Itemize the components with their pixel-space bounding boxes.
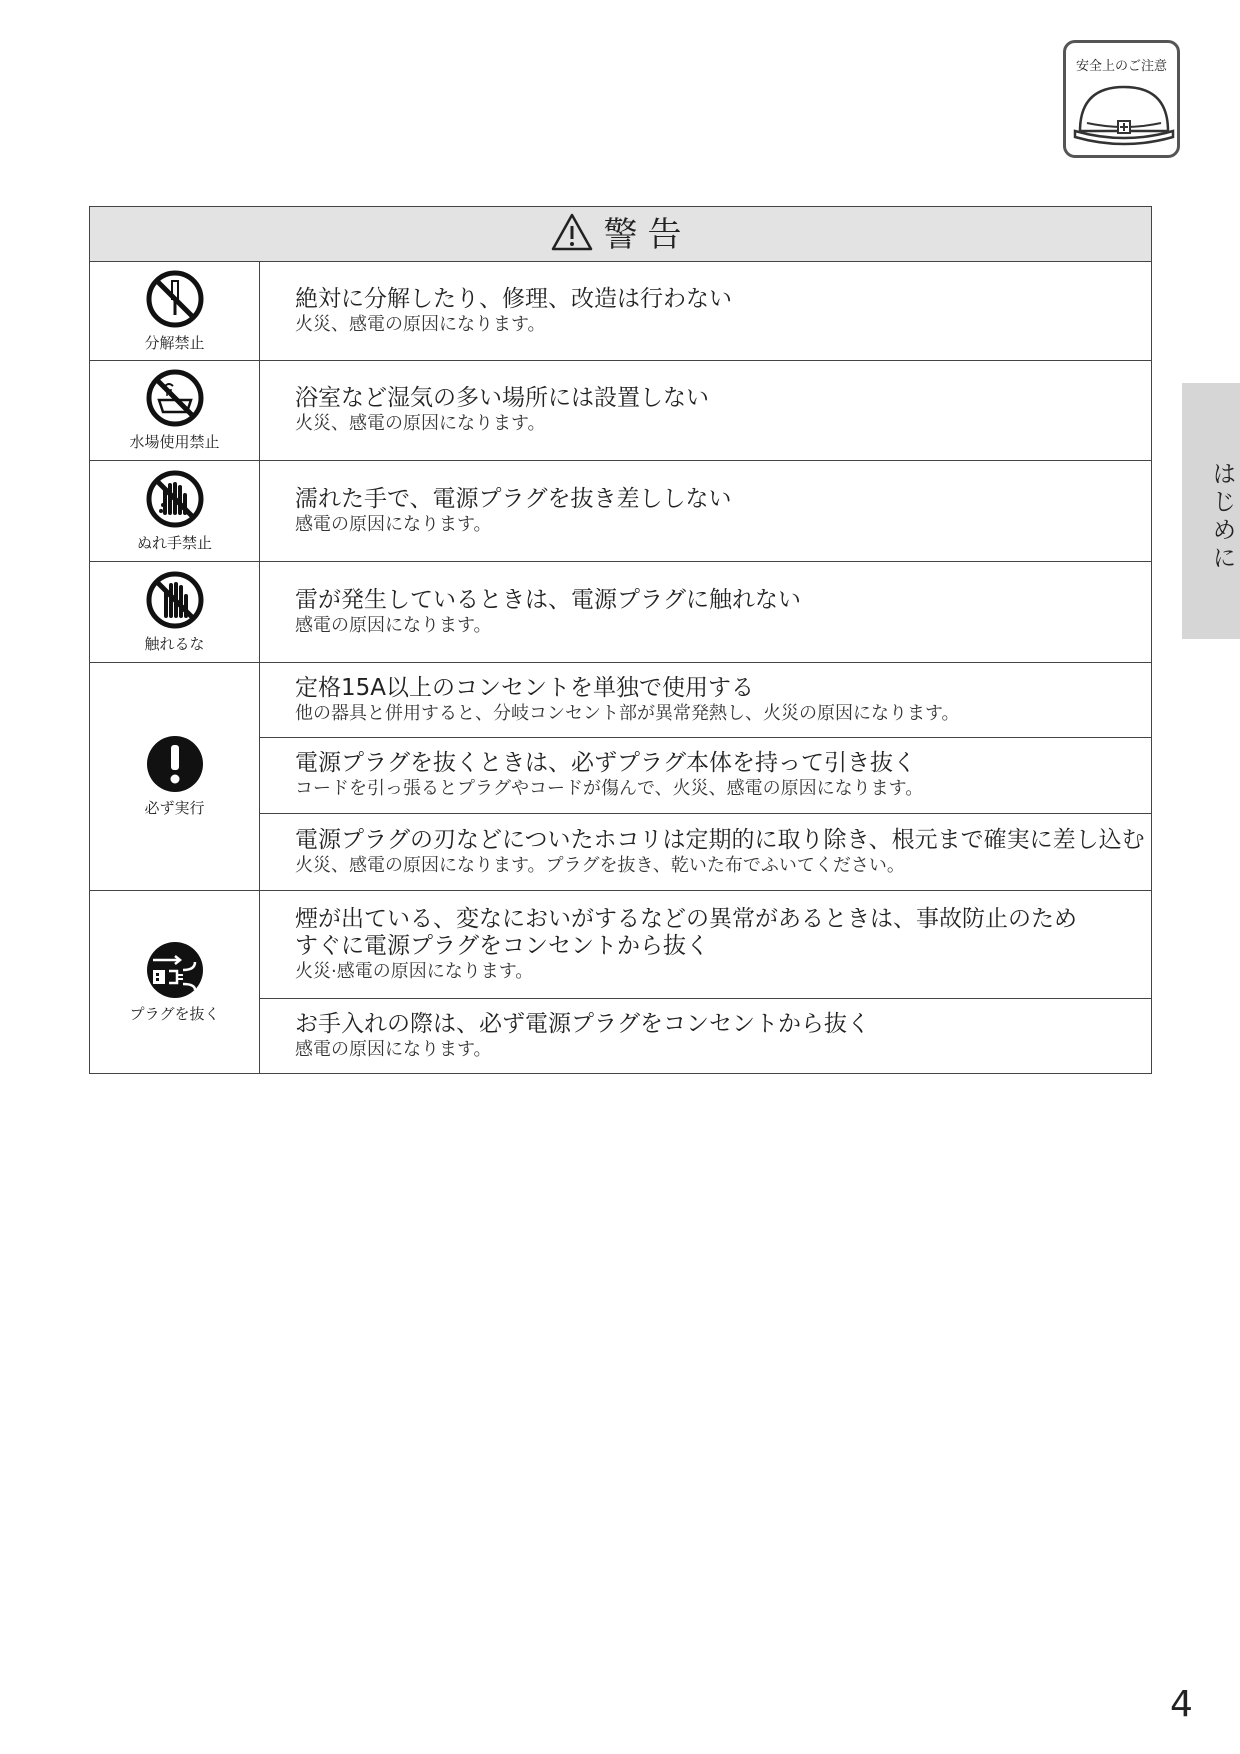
table-row [90, 460, 1152, 561]
text-cell [260, 662, 1152, 737]
table-row [90, 360, 1152, 460]
safety-helmet-icon [1072, 79, 1177, 149]
icon-label: 分解禁止 [144, 333, 205, 352]
text-cell [260, 261, 1152, 360]
warning-item-title: 浴室など湿気の多い場所には設置しない [295, 385, 709, 411]
text-cell [260, 460, 1152, 561]
warning-item-desc: 火災、感電の原因になります。 [295, 313, 546, 335]
section-tab-label: はじめに [1208, 461, 1236, 573]
no-wet-hands-icon [145, 469, 205, 529]
icon-cell [90, 890, 260, 1073]
icon-label: 水場使用禁止 [129, 433, 220, 451]
text-cell [260, 890, 1152, 998]
warning-item-desc: 火災·感電の原因になります。 [295, 960, 534, 982]
icon-label: 必ず実行 [144, 799, 205, 817]
no-disassembly-icon [145, 269, 205, 329]
table-row [90, 890, 1152, 998]
warning-item-title: 煙が出ている、変なにおいがするなどの異常があるときは、事故防止のため [295, 905, 1077, 932]
unplug-icon [145, 940, 205, 1000]
text-cell [260, 561, 1152, 662]
text-cell [260, 813, 1152, 890]
icon-label: 触れるな [144, 634, 205, 653]
no-wet-location-icon [145, 368, 205, 428]
warning-item-title: 絶対に分解したり、修理、改造は行わない [295, 285, 732, 312]
warning-table [89, 206, 1152, 1074]
warning-item-desc: コードを引っ張るとプラグやコードが傷んで、火災、感電の原因になります。 [295, 778, 924, 799]
text-cell [260, 360, 1152, 460]
icon-cell [90, 460, 260, 561]
safety-badge [1063, 40, 1180, 158]
icon-cell [90, 662, 260, 890]
warning-item-desc: 火災、感電の原因になります。プラグを抜き、乾いた布でふいてください。 [295, 854, 905, 876]
table-row [90, 662, 1152, 737]
table-row [90, 561, 1152, 662]
warning-item-title: 雷が発生しているときは、電源プラグに触れない [295, 586, 801, 613]
warning-item-title: 定格15A以上のコンセントを単独で使用する [295, 674, 755, 701]
warning-item-desc: 感電の原因になります。 [295, 614, 492, 636]
section-tab [1182, 383, 1240, 639]
do-not-touch-icon [145, 570, 205, 630]
icon-label: プラグを抜く [129, 1004, 220, 1023]
warning-item-desc: 感電の原因になります。 [295, 1038, 492, 1060]
warning-header [90, 207, 1152, 262]
safety-badge-label: 安全上のご注意 [1075, 59, 1167, 74]
warning-triangle-icon [550, 212, 594, 252]
icon-cell [90, 561, 260, 662]
page-number: 4 [1170, 1684, 1193, 1725]
mandatory-exclamation-icon [145, 734, 205, 794]
text-cell [260, 998, 1152, 1073]
warning-item-title: 濡れた手で、電源プラグを抜き差ししない [295, 485, 732, 512]
warning-item-desc: 感電の原因になります。 [295, 513, 492, 535]
icon-cell [90, 261, 260, 360]
text-cell [260, 737, 1152, 813]
warning-item-desc: 火災、感電の原因になります。 [295, 413, 546, 434]
warning-item-title-line2: すぐに電源プラグをコンセントから抜く [295, 932, 709, 959]
icon-cell [90, 360, 260, 460]
warning-item-title: 電源プラグの刃などについたホコリは定期的に取り除き、根元まで確実に差し込む [295, 826, 1145, 853]
warning-item-title: お手入れの際は、必ず電源プラグをコンセントから抜く [295, 1010, 870, 1037]
warning-title: 警告 [603, 215, 692, 255]
warning-item-desc: 他の器具と併用すると、分岐コンセント部が異常発熱し、火災の原因になります。 [295, 702, 960, 724]
icon-label: ぬれ手禁止 [136, 533, 212, 552]
table-row [90, 261, 1152, 360]
warning-item-title: 電源プラグを抜くときは、必ずプラグ本体を持って引き抜く [295, 750, 916, 776]
